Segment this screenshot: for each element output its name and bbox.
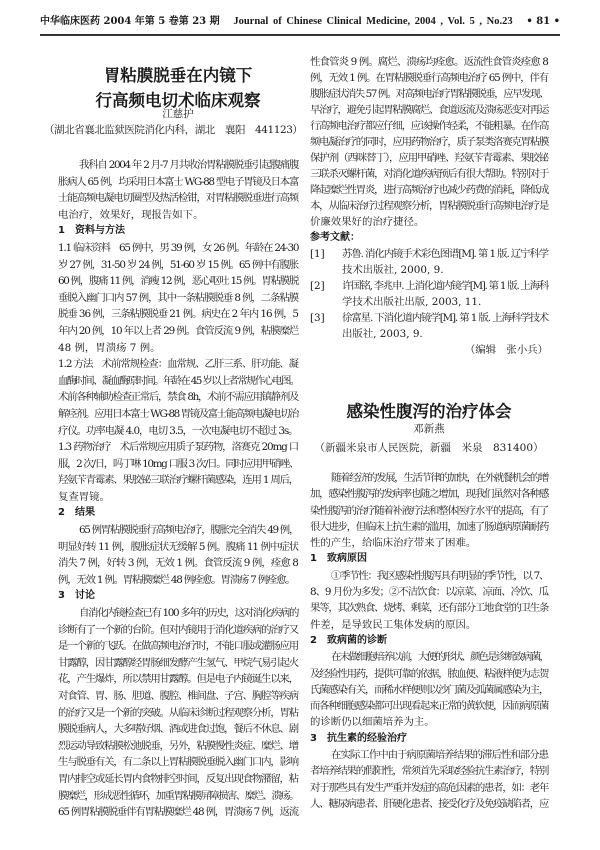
article2-body	[310, 470, 548, 812]
section-heading: 2 致病菌的诊断	[310, 634, 387, 646]
reference-text: 苏鲁. 消化内镜手术彩色图谱[M]. 第 1 版. 辽宁科学	[342, 248, 548, 260]
text-line: 士能高频电凝电切圈型及热活检钳，对胃粘膜脱垂进行高频	[58, 192, 298, 205]
text-line: 解痉剂。应用日本富士 WG-88 胃镜及富士能高频电凝电切治	[58, 407, 298, 420]
text-line: 例，无效 1 例。胃粘膜糜烂 48 例痊愈。胃溃疡 7 例痊愈。	[58, 573, 295, 586]
text-line: 65 例胃粘膜脱垂行高频电治疗，腹胀完全消失 49 例，	[79, 524, 298, 537]
article2-title: 感染性腹泻的治疗体会	[346, 402, 512, 421]
paragraph	[58, 356, 298, 439]
text-line: 生与脱垂有关，有二条以上胃粘膜脱垂脱入幽门口内，影响	[58, 756, 298, 769]
text-line: 对食管、胃、肠、胆道、腹腔、椎间盘、子宫、胸腔等疾病	[58, 690, 298, 702]
section-heading: 2 结果	[58, 507, 95, 519]
text-line: 加，感染性腹泻的发病率也随之增加，现我们虽然对各种感	[310, 488, 548, 501]
text-line: 氏菌感染有关，而稀水样便则以沙门菌及弧菌属感染为主，	[310, 683, 548, 696]
paragraph	[58, 439, 298, 505]
text-line: 明显好转 11 例，腹胀症状无缓解 5 例。腹痛 11 例中症状	[58, 540, 298, 553]
text-line: 很大进步，但临床上抗生素的滥用，加速了肠道病原菌耐药	[310, 520, 548, 533]
running-header	[40, 12, 560, 27]
header-rule	[40, 34, 560, 36]
text-line: 本，从临床治疗过程观察分析，胃粘膜脱垂行高频电治疗是	[310, 200, 548, 212]
text-line: 例，无效 1 例。在胃粘膜脱垂行高频电治疗 65 例中，伴有	[310, 72, 548, 84]
text-line: 的治疗又是一个新的突破。从临床诊断过程观察分析，胃粘	[58, 706, 298, 719]
editor-credit: （编辑 张小兵）	[464, 344, 548, 356]
text-line: 电治疗，效果好，现报告如下。	[58, 208, 204, 221]
paragraph	[58, 240, 298, 356]
paragraph	[310, 649, 548, 730]
text-line: 人、糖尿病患者、肝硬化患者、接受化疗及免疫缺陷者，应	[310, 797, 548, 810]
text-line: 诊断有了一个新的台阶。但对内镜用于消化道疾病的治疗又	[58, 623, 298, 636]
text-line: 羟氨苄青霉素、果胶铋三联治疗螺杆菌感染，连用 1 周后，	[58, 474, 298, 487]
text-line: 在实际工作中由于病原菌培养结果的滞后性和部分患	[331, 749, 548, 762]
text-line: 而各种细胞感染都可出现看起来正常的黄软便，因而病原菌	[310, 700, 548, 713]
article1-body-left	[58, 157, 298, 821]
text-line: 1.1 临床资料 65 例中，男 39 例，女 26 例。年龄在 24-30	[58, 241, 299, 254]
section-heading: 1 致病原因	[310, 553, 367, 565]
text-line: 保护剂（西咪替丁），应用甲硝唑、羟氨苄青霉素、果胶铋	[310, 152, 548, 164]
running-header-journal-issue: 中华临床医药 2004 年第 5 卷第 23 期	[40, 16, 220, 27]
article1-body-right	[310, 54, 548, 358]
text-line: 对于那些具有发生严重并发症的高危因素的患者，如：老年	[310, 781, 548, 794]
paragraph	[58, 157, 298, 223]
text-line: 在未做细胞培养以前，大便的形状、颜色是诊断致病菌，	[331, 651, 548, 664]
text-line: 年内 20 例，10 年以上者 29 例。食管反流 9 例，粘膜糜烂	[58, 324, 298, 337]
paragraph	[58, 605, 298, 821]
text-line: 染性腹泻的治疗随着补液疗法和整体医疗水平的提高，有了	[310, 504, 548, 517]
section-heading: 参考文献：	[310, 232, 360, 243]
section-heading: 1 资料与方法	[58, 225, 125, 237]
text-line: 术前各种辅助检查正常后，禁食 8h，术前不需应用镇静剂及	[58, 391, 298, 404]
text-line: 服，2 次/日，吗丁啉 10mg 口服 3 次/日。同时应用甲硝唑、	[58, 457, 298, 470]
reference-number: [2]	[310, 280, 325, 292]
text-line: 膜脱垂病人，大多嗜好烟、酒或进食过饱，餐后不休息、剧	[58, 723, 298, 736]
text-line: 1.3 药物治疗 术后常规应用质子泵药物，洛赛克 20mg 口	[58, 441, 298, 454]
reference-item	[310, 310, 548, 342]
text-line: 性食管炎 9 例。腐烂、溃疡均痊愈。返流性食管炎痊愈 8	[310, 56, 548, 68]
section-heading: 3 抗生素的经验治疗	[310, 732, 407, 744]
text-line: 花，产生爆炸，所以禁用甘露醇。但是电子内镜诞生以来，	[58, 673, 298, 686]
text-line: 者培养结果的假阳性，常须首先采取经验抗生素治疗，特别	[310, 765, 548, 778]
text-line: 随着经济的发展，生活节律的加快，在外就餐机会的增	[331, 472, 548, 484]
text-line: 我科自 2004 年 2 月-7 月共收治胃粘膜脱垂引起腹痛腹	[79, 159, 298, 171]
text-line: 胀病人 65 例，均采用日本富士 WG-88 型电子胃镜及日本富	[58, 175, 298, 188]
article1-author: 江慈护	[162, 108, 194, 120]
text-line: 复查胃镜。	[58, 490, 110, 503]
text-line: ①季节性：我区感染性腹泻具有明显的季节性，以 7、	[331, 569, 548, 582]
text-line: 早治疗，避免引起胃粘膜腐烂、食道返流及溃疡恶变对再运	[310, 104, 548, 116]
reference-text: 学技术出版社出版, 2003, 11.	[342, 296, 482, 308]
running-header-journal-english: Journal of Chinese Clinical Medicine, 2004 , Vol. 5 , No.23	[233, 16, 513, 27]
text-line: 48 例，胃溃疡 7 例。	[58, 341, 161, 354]
reference-number: [1]	[310, 248, 325, 260]
text-line: 1.2 方法 术前常规检查：血常规、乙肝三系、肝功能、凝	[58, 358, 298, 371]
text-line: 胃内排空或延长胃内食物排空时间，反复出现食物潴留，粘	[58, 772, 298, 785]
text-line: 血酶时间、凝血酶原时间。年龄在 45 岁以上者常规作心电图。	[58, 374, 299, 387]
text-line: 件差，是导致民工集体发病的原因。	[310, 618, 477, 631]
paragraph	[310, 54, 548, 230]
reference-text: 出版社, 2003, 9.	[342, 328, 423, 340]
paragraph	[310, 747, 548, 812]
text-line: 腹胀症状消失 57 例。对高频电治疗胃粘膜脱垂，应早发现、	[310, 88, 548, 100]
text-line: 膜糜烂，形成恶性循环，加重胃粘膜屏障损害、糜烂、溃疡。	[58, 789, 299, 802]
article1-affiliation: （湖北省襄北监狱医院消化内科，湖北 襄阳 441123）	[44, 124, 303, 136]
text-line: 消失 7 例，好转 3 例，无效 1 例。食管反流 9 例，痊愈 8	[58, 557, 298, 570]
reference-text: 徐富星. 下消化道内镜学[M]. 第 1 版. 上海科学技术	[342, 312, 548, 324]
text-line: 及经验性用药，提供可靠的依据，脓血便、粘液样便为志贺	[310, 667, 548, 680]
text-line: 岁 27 例，31-50 岁 24 例，51-60 岁 15 例。65 例中有腹胀	[58, 258, 298, 271]
text-line: 性的产生，给临床治疗带来了困难。	[310, 537, 477, 550]
text-line: 价廉效果好的治疗捷径。	[310, 216, 425, 228]
text-line: 三联杀灭螺杆菌，对消化道疾病预后有很大帮助。特别对于	[310, 168, 548, 180]
text-line: 的诊断仍以细菌培养为主。	[310, 716, 435, 729]
reference-text: 技术出版社, 2000, 9.	[342, 264, 444, 276]
text-line: 60 例，腹痛 11 例，消瘦 12 例，恶心呕吐 15 例。胃粘膜脱	[58, 275, 298, 288]
text-line: 垂脱入幽门口内 57 例，其中一条粘膜脱垂 8 例，二条粘膜	[58, 291, 298, 304]
paragraph	[310, 568, 548, 633]
text-line: 行高频电治疗都应仔细，应该操作轻柔，不能粗暴。在作高	[310, 120, 548, 132]
text-line: 烈运动导致粘膜松弛脱垂，另外，粘膜慢性炎症、糜烂、增	[58, 739, 298, 752]
text-line: 是一个新的飞跃。在做高频电治疗时，不能口服或灌肠应用	[58, 640, 298, 653]
article2-author: 邓新燕	[413, 423, 445, 435]
article1-title-line2: 行高频电切术临床观察	[95, 91, 261, 110]
text-line: 脱垂 36 例，三条粘膜脱垂 21 例。病史在 2 年内 16 例，5	[58, 308, 298, 321]
reference-text: 许国铭, 李兆申. 上消化道内镜学[M]. 第 1 版. 上海科	[342, 280, 548, 292]
paragraph	[58, 522, 298, 588]
text-line: 8、9 月份为多发；②不洁饮食：以凉菜、凉面、冷饮、瓜	[310, 586, 548, 599]
text-line: 自消化内镜检查已有 100 多年的历史，这对消化疾病的	[79, 607, 298, 620]
reference-number: [3]	[310, 312, 325, 324]
text-line: 甘露醇，因甘露醇经胃肠细发酵产生氢气、甲烷气易引起火	[58, 656, 298, 669]
paragraph	[310, 470, 548, 551]
text-line: 65 例胃粘膜脱垂伴有胃粘膜糜烂 48 例，胃溃疡 7 例，返流	[58, 806, 298, 819]
article1-title-line1: 胃粘膜脱垂在内镜下	[103, 66, 253, 85]
text-line: 降起糜烂性胃炎，进行高频治疗也减少药费的消耗，降低成	[310, 184, 548, 196]
text-line: 频电凝治疗的同时，应用药物治疗，质子泵类洛赛克胃粘膜	[310, 136, 548, 148]
section-heading: 3 讨论	[58, 590, 95, 602]
text-line: 疗仪。功率电凝 4.0，电切 3.5，一次电凝电切不超过 3s。	[58, 424, 298, 437]
article2-affiliation: （新疆米泉市人民医院，新疆 米泉 831400）	[314, 442, 544, 454]
text-line: 果等，其次熟食、烧烤、剩菜，还有部分工地食堂的卫生条	[310, 602, 548, 615]
reference-item	[310, 278, 548, 310]
reference-item	[310, 246, 548, 278]
page-number: • 81 •	[526, 16, 560, 27]
